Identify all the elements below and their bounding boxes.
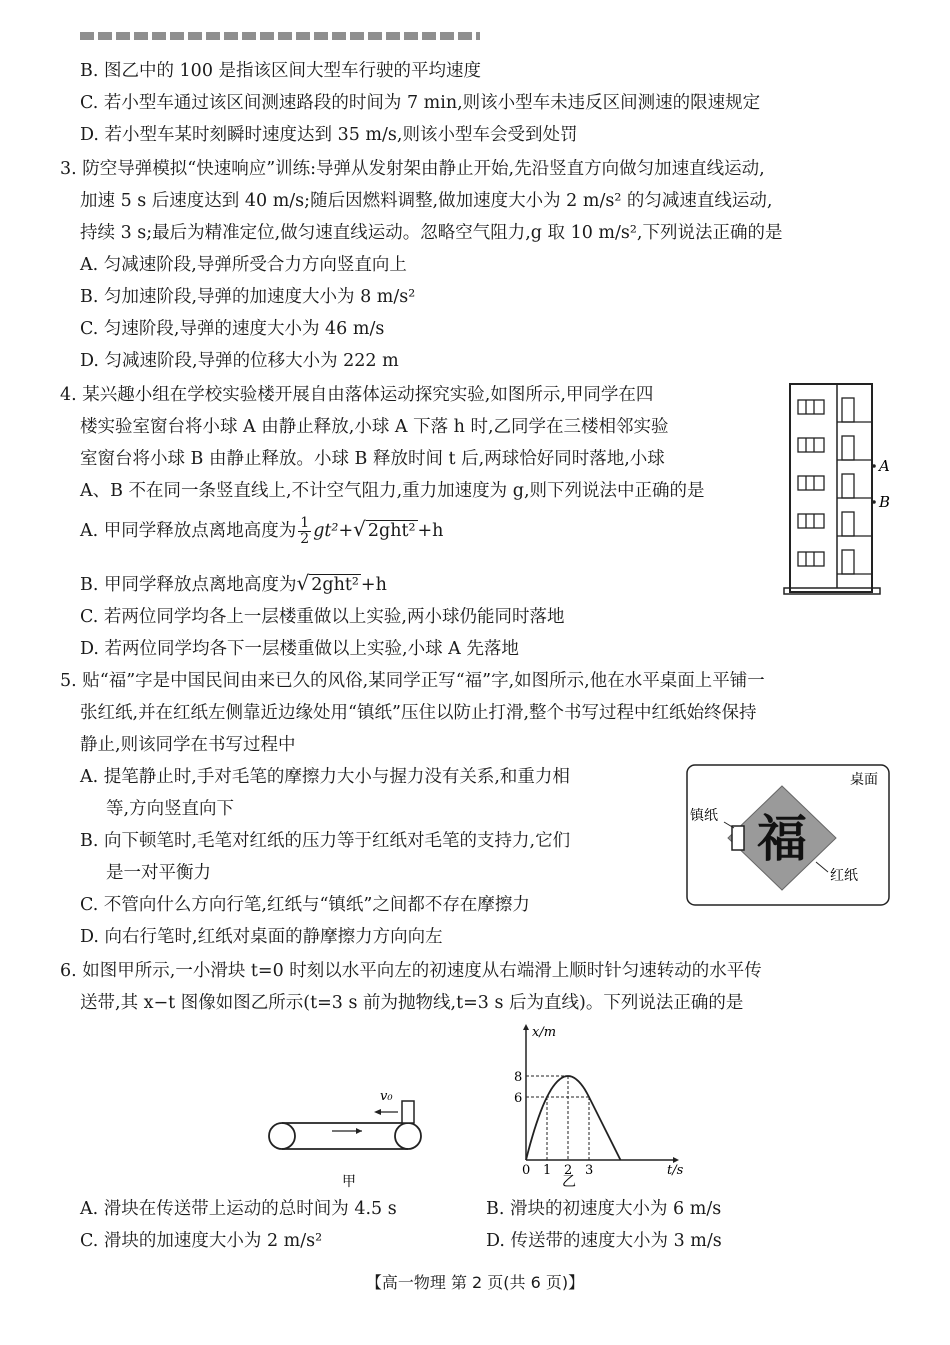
q5-stem-line-1: 5. 贴“福”字是中国民间由来已久的风俗,某同学正写“福”字,如图所示,他在水平桌面上平铺一: [60, 671, 765, 691]
q4-option-a-sqrt: 2ght²: [367, 521, 416, 541]
q5-option-a-line-1: A. 提笔静止时,手对毛笔的摩擦力大小与握力没有关系,和重力相: [80, 767, 570, 787]
q4-option-b-prefix: B. 甲同学释放点离地高度为: [80, 575, 297, 595]
q4-stem-line-4: A、B 不在同一条竖直线上,不计空气阻力,重力加速度为 g,则下列说法中正确的是: [80, 481, 705, 501]
y-tick-8: 8: [514, 1070, 523, 1085]
x-tick-0: 0: [522, 1163, 531, 1178]
q3-stem-line-3: 持续 3 s;最后为精准定位,做匀速直线运动。忽略空气阻力,g 取 10 m/s²,下列说法正确的是: [80, 223, 783, 243]
q6-option-a: A. 滑块在传送带上运动的总时间为 4.5 s: [80, 1199, 397, 1219]
q3-stem-line-1: 3. 防空导弹模拟“快速响应”训练:导弹从发射架由静止开始,先沿竖直方向做匀加速直线运动,: [60, 159, 765, 179]
page-footer: 【高一物理 第 2 页(共 6 页)】: [365, 1273, 585, 1292]
q4-option-b: B. 甲同学释放点离地高度为√ 2ght² +h: [80, 571, 387, 595]
q6-stem-line-1: 6. 如图甲所示,一小滑块 t=0 时刻以水平向左的初速度从右端滑上顺时针匀速转动的水平传: [60, 961, 762, 981]
x-axis-label: t/s: [667, 1163, 684, 1178]
building-figure: [782, 378, 900, 600]
q2-option-c: C. 若小型车通过该区间测速路段的时间为 7 min,则该小型车未违反区间测速的限速规定: [80, 93, 761, 113]
ball-b: [872, 500, 876, 504]
ball-a: [872, 464, 876, 468]
q3-stem-line-2: 加速 5 s 后速度达到 40 m/s;随后因燃料调整,做加速度大小为 2 m/s² 的匀减速直线运动,: [80, 191, 773, 211]
q3-option-b: B. 匀加速阶段,导弹的加速度大小为 8 m/s²: [80, 287, 416, 307]
fraction: [298, 516, 311, 547]
q3-option-a: A. 匀减速阶段,导弹所受合力方向竖直向上: [80, 255, 407, 275]
q4-option-a-term: gt²+: [313, 521, 354, 541]
fu-character: 福: [757, 809, 807, 868]
q4-stem-line-3: 室窗台将小球 B 由静止释放。小球 B 释放时间 t 后,两球恰好同时落地,小球: [80, 449, 665, 469]
paperweight: [732, 826, 744, 850]
q5-option-c: C. 不管向什么方向行笔,红纸与“镇纸”之间都不存在摩擦力: [80, 895, 530, 915]
q2-option-b: B. 图乙中的 100 是指该区间大型车行驶的平均速度: [80, 61, 482, 81]
conveyor-figure: [262, 1080, 432, 1190]
y-tick-6: 6: [514, 1091, 523, 1106]
q3-option-c: C. 匀速阶段,导弹的速度大小为 46 m/s: [80, 319, 385, 339]
q4-option-a-tail: +h: [417, 521, 444, 541]
q4-option-b-sqrt: 2ght²: [311, 575, 359, 595]
q3-option-d: D. 匀减速阶段,导弹的位移大小为 222 m: [80, 351, 399, 371]
v0-label: v₀: [380, 1089, 393, 1104]
q5-stem-line-2: 张红纸,并在红纸左侧靠近边缘处用“镇纸”压住以防止打滑,整个书写过程中红纸始终保持: [80, 703, 757, 723]
q5-option-b-line-1: B. 向下顿笔时,毛笔对红纸的压力等于红纸对毛笔的支持力,它们: [80, 831, 571, 851]
fraction-denominator: 2: [300, 531, 310, 547]
q6-stem-line-2: 送带,其 x−t 图像如图乙所示(t=3 s 前为抛物线,t=3 s 后为直线)。下列说法正确的是: [80, 993, 744, 1013]
x-tick-3: 3: [585, 1163, 594, 1178]
q6-option-d: D. 传送带的速度大小为 3 m/s: [486, 1231, 722, 1251]
y-axis-arrow: [523, 1024, 529, 1030]
label-a: A: [879, 457, 890, 475]
q5-option-d: D. 向右行笔时,红纸对桌面的静摩擦力方向向左: [80, 927, 443, 947]
q6-option-b: B. 滑块的初速度大小为 6 m/s: [486, 1199, 722, 1219]
q5-option-a-line-2: 等,方向竖直向下: [106, 799, 235, 819]
slider-block: [402, 1101, 414, 1123]
q5-stem-line-3: 静止,则该同学在书写过程中: [80, 735, 296, 755]
label-b: B: [879, 493, 891, 511]
x-t-chart: [500, 1020, 700, 1190]
q2-option-d: D. 若小型车某时刻瞬时速度达到 35 m/s,则该小型车会受到处罚: [80, 125, 578, 145]
fraction-numerator: 1: [300, 515, 310, 531]
x-tick-2: 2: [564, 1163, 573, 1178]
q6-option-c: C. 滑块的加速度大小为 2 m/s²: [80, 1231, 323, 1251]
q4-stem-line-2: 楼实验室窗台将小球 A 由静止释放,小球 A 下落 h 时,乙同学在三楼相邻实验: [80, 417, 669, 437]
red-paper-label: 红纸: [830, 868, 858, 884]
fu-character-figure: [686, 764, 890, 906]
cut-off-previous-line: [80, 26, 480, 40]
q4-option-a-prefix: A. 甲同学释放点离地高度为: [80, 521, 297, 541]
q4-option-b-tail: +h: [360, 575, 387, 595]
q4-option-c: C. 若两位同学均各上一层楼重做以上实验,两小球仍能同时落地: [80, 607, 565, 627]
desk-label: 桌面: [850, 772, 878, 788]
q4-option-d: D. 若两位同学均各下一层楼重做以上实验,小球 A 先落地: [80, 639, 519, 659]
q5-option-b-line-2: 是一对平衡力: [106, 863, 211, 883]
x-tick-1: 1: [543, 1163, 552, 1178]
figure-jia-label: 甲: [342, 1174, 356, 1190]
q4-stem-line-1: 4. 某兴趣小组在学校实验楼开展自由落体运动探究实验,如图所示,甲同学在四: [60, 385, 654, 405]
x-t-curve: [526, 1076, 621, 1160]
figure-yi-label: 乙: [562, 1174, 576, 1190]
q4-option-a: A. 甲同学释放点离地高度为 $\frac{1}{2}$ gt²+√ 2ght² +h: [80, 515, 444, 547]
paperweight-label: 镇纸: [690, 808, 718, 824]
y-axis-label: x/m: [532, 1025, 557, 1040]
